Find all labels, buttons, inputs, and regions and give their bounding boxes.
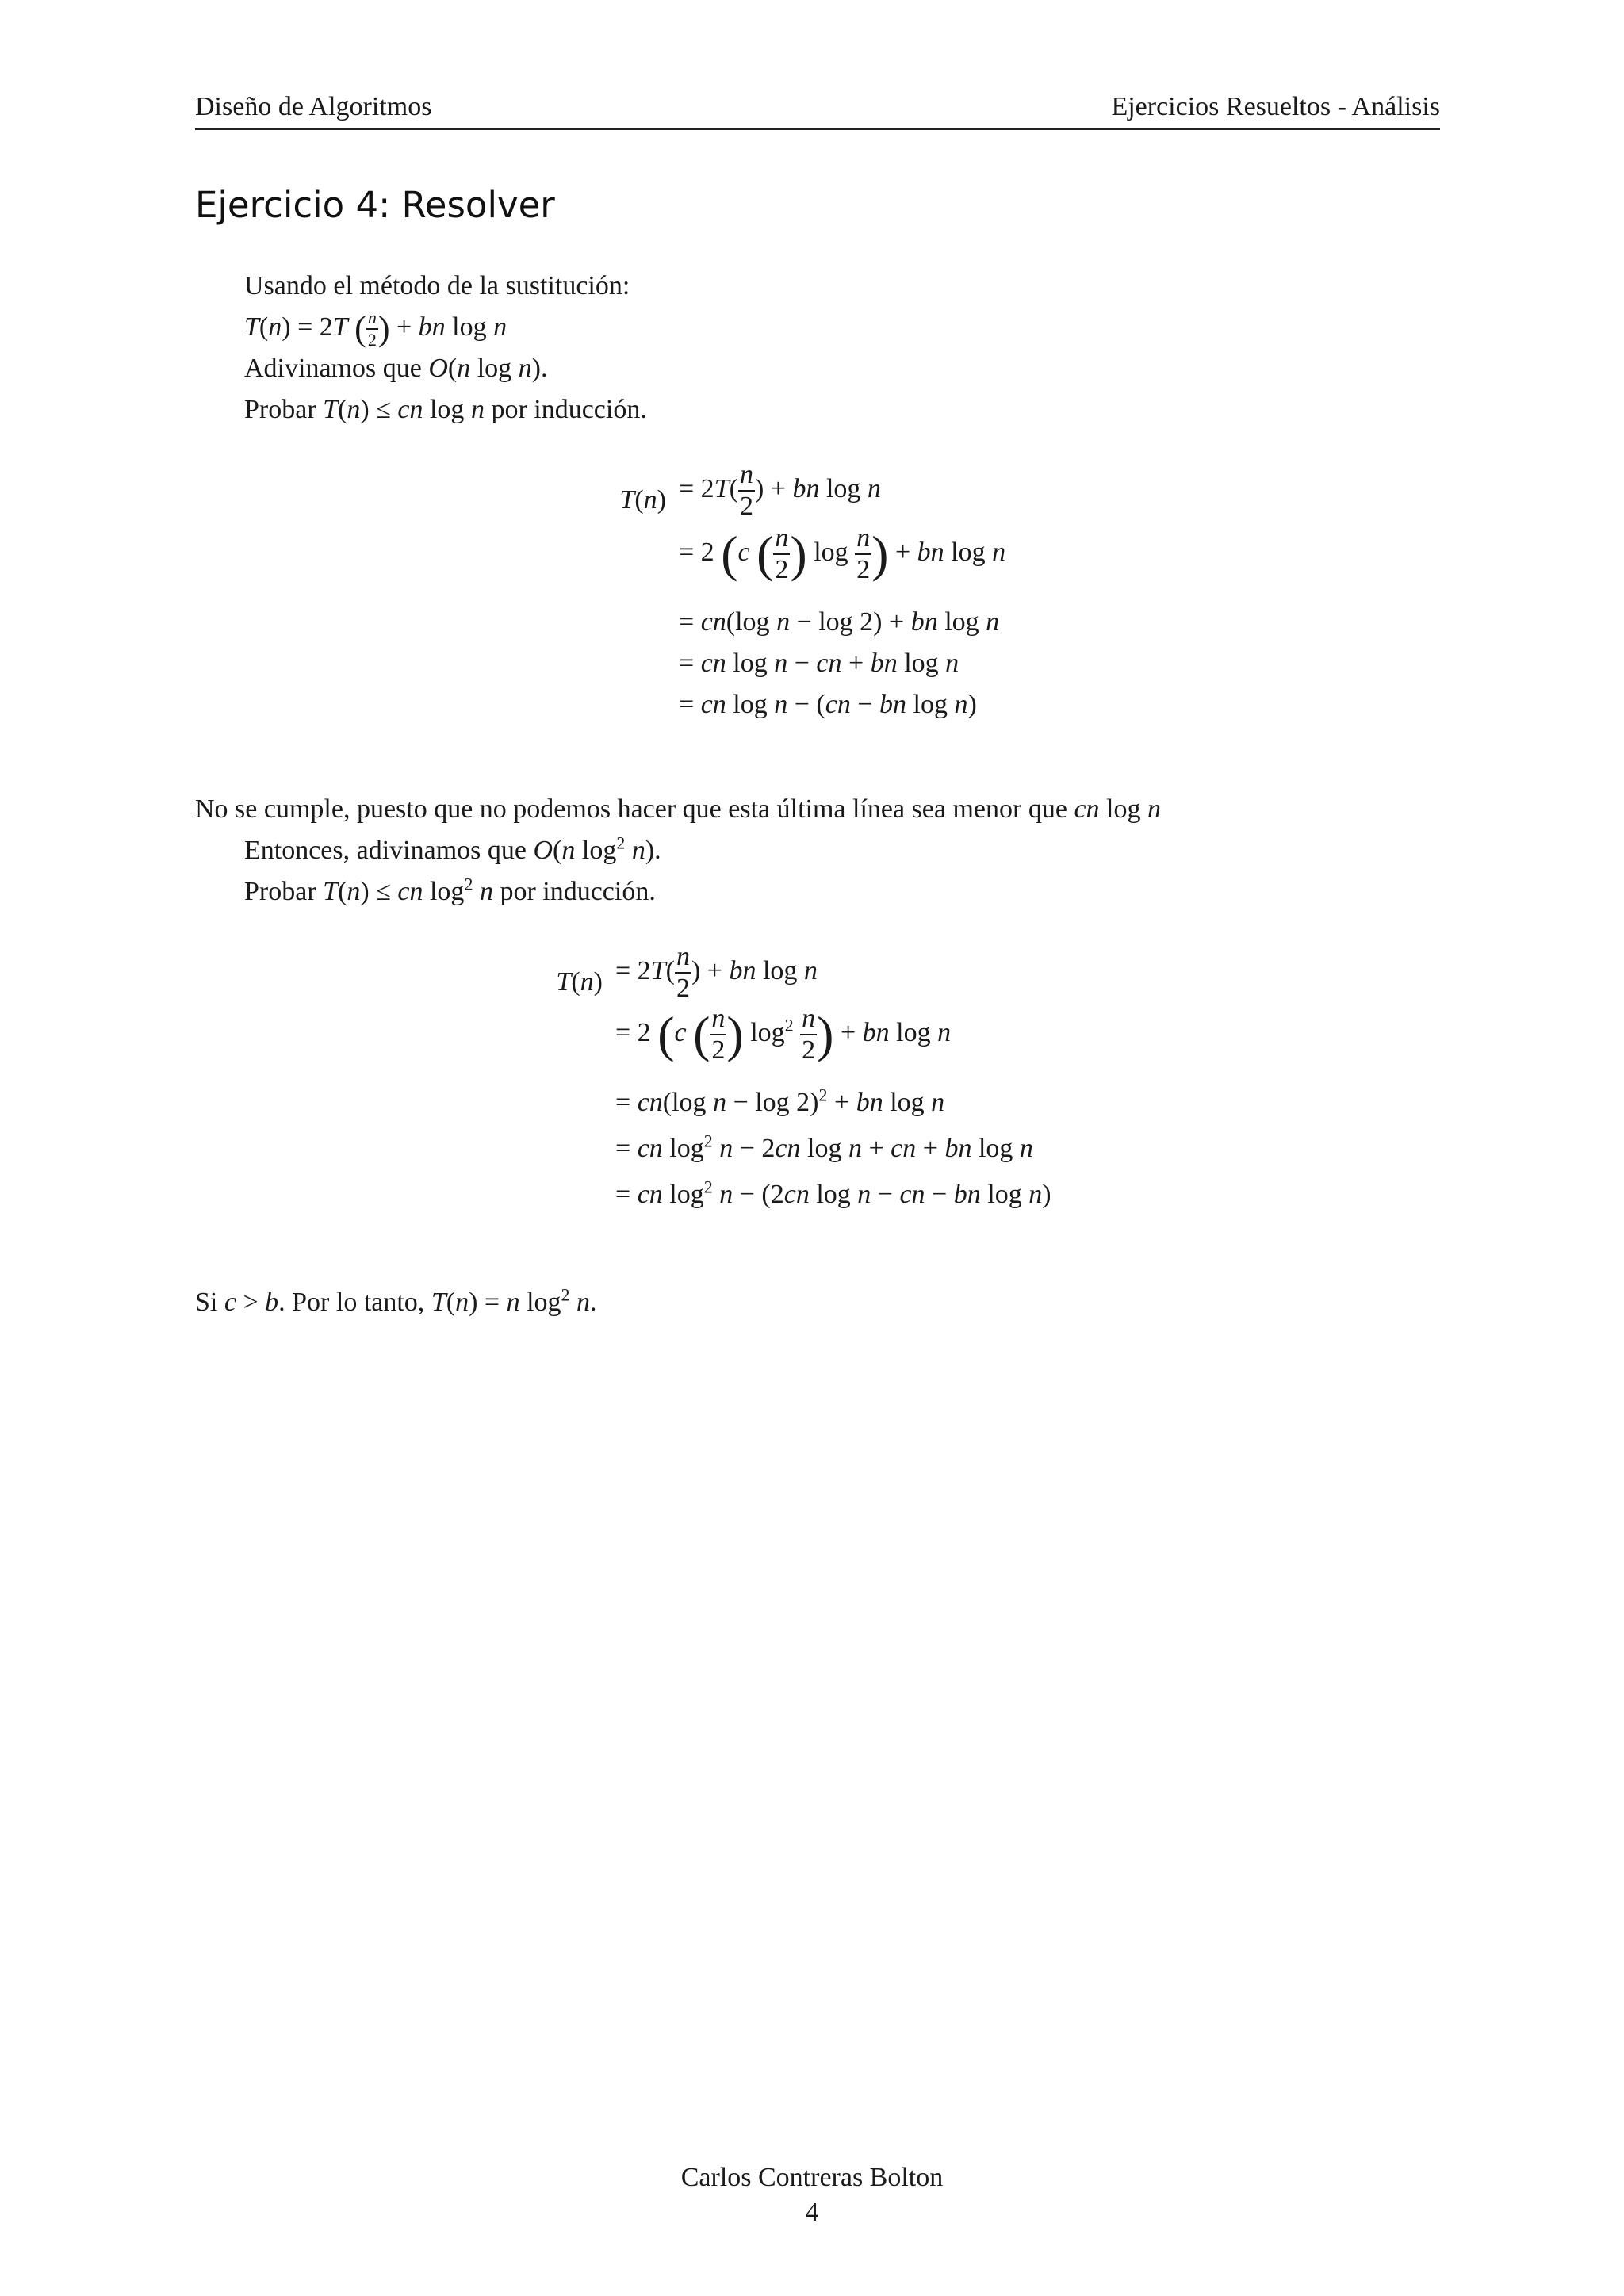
- intro-recurrence: T(n) = 2T ( $\frac{n}{2}$ ) + bn log n: [244, 308, 508, 350]
- document-page: Diseño de Algoritmos Ejercicios Resueltos - Análisis Ejercicio 4: Resolver Usando el método de la sustitución: T(n) = 2T ( $\frac{n}{2}$ ) + bn log n Adivinamos que O(n log n). Probar T(n) ≤ cn log n por inducción. T(n) = 2T( $\frac{n}{2}$ ) + bn log n = 2 (c ( $\frac{n}{2}$ ) log $\frac{n}{2}$ ) + bn log n = cn(log n − log 2) + bn log n = cn log n − cn + bn log n = cn log n − (cn − bn log n) No se cumple, puesto que no podemos hacer que esta última línea sea menor que cn log n Entonces, adivinamos que O(n $\log^2 n$). Probar T(n) ≤ cn $\log^2 n$ por inducción. T(n) = 2T( $\frac{n}{2}$ ) + bn log n = 2 (c ( $\frac{n}{2}$ ) $\log^2$ $\frac{n}{2}$ ) + bn log n = cn(log n − log 2)$^2$ + bn log n = cn $\log^2 n - 2cn$ log n + cn + bn log n = cn $\log^2 n - (2cn$ log n − cn − bn log n) Si c > b. Por lo tanto, T(n) = n $\log^2 n$. Carlos Contreras Bolton 4: [0, 0, 1624, 2296]
- conclusion-prefix: Si: [195, 1288, 224, 1317]
- middle-guess-line: Entonces, adivinamos que O(n $\log^2 n$).: [244, 832, 661, 865]
- header-course-title: Diseño de Algoritmos: [195, 92, 432, 121]
- intro-guess-line: Adivinamos que O(n log n).: [244, 354, 548, 383]
- conclusion-line: Si c > b. Por lo tanto, T(n) = n $\log^2 n$.: [195, 1284, 597, 1317]
- intro-prove-prefix: Probar: [244, 395, 324, 424]
- middle-prove-suffix: por inducción.: [492, 877, 656, 906]
- section-title: Ejercicio 4: Resolver: [195, 184, 555, 226]
- middle-claim-line: No se cumple, puesto que no podemos hacer que esta última línea sea menor que cn log n: [195, 794, 1161, 824]
- middle-prove-line: Probar T(n) ≤ cn $\log^2 n$ por inducción.: [244, 874, 656, 906]
- intro-prove-suffix: por inducción.: [484, 395, 647, 424]
- conclusion-middle: . Por lo tanto,: [278, 1288, 431, 1317]
- middle-prove-prefix: Probar: [244, 877, 324, 906]
- intro-prove-line: Probar T(n) ≤ cn log n por inducción.: [244, 395, 647, 424]
- header-document-title: Ejercicios Resueltos - Análisis: [1111, 92, 1440, 121]
- footer-author: Carlos Contreras Bolton: [680, 2163, 944, 2192]
- intro-line-method: Usando el método de la sustitución:: [244, 271, 630, 300]
- middle-guess-text: Entonces, adivinamos que: [244, 836, 534, 865]
- running-header: [195, 90, 1440, 130]
- footer-page-number: 4: [805, 2198, 819, 2227]
- intro-guess-text: Adivinamos que: [244, 354, 429, 383]
- middle-claim-text: No se cumple, puesto que no podemos hacer que esta última línea sea menor que: [195, 794, 1074, 824]
